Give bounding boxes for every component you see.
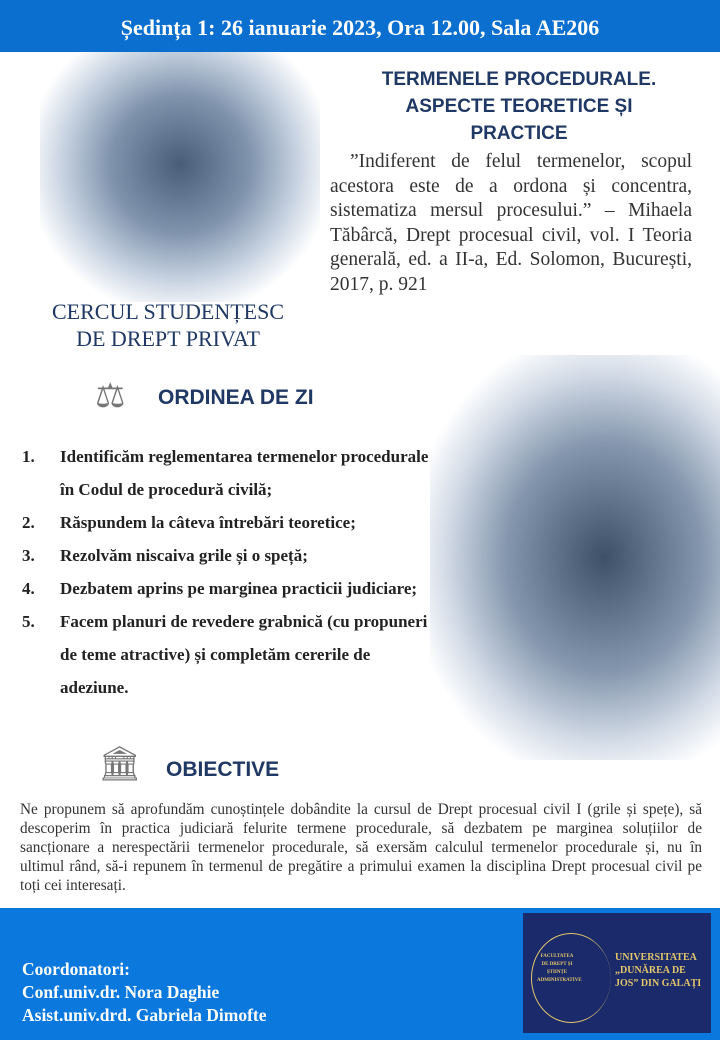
coordinator-1: Conf.univ.dr. Nora Daghie xyxy=(22,982,220,1002)
agenda-heading: ORDINEA DE ZI xyxy=(158,386,314,409)
list-item xyxy=(22,605,442,704)
item-number: 5. xyxy=(22,612,35,631)
justice-statue-image xyxy=(40,52,320,302)
faculty-name: FACULTATEA DE DREPT ȘI ȘTIINȚE ADMINISTRATIVE xyxy=(537,954,582,983)
topic-line-2: ASPECTE TEORETICE ȘI xyxy=(405,96,633,117)
item-text: Facem planuri de revedere grabnică (cu propuneri de teme atractive) și completăm cererile de adeziune. xyxy=(60,612,428,697)
item-text: Dezbatem aprins pe marginea practicii judiciare; xyxy=(60,579,418,598)
club-line-2: DE DREPT PRIVAT xyxy=(76,326,260,351)
university-name: UNIVERSITATEA „DUNĂREA DE JOS” DIN GALAȚI xyxy=(615,952,702,989)
item-number: 3. xyxy=(22,546,35,565)
topic-line-1: TERMENELE PROCEDURALE. xyxy=(381,69,657,90)
item-text: Răspundem la câteva întrebări teoretice; xyxy=(60,513,356,532)
club-line-1: CERCUL STUDENȚESC xyxy=(51,299,285,324)
coordinators xyxy=(22,958,267,1027)
topic-line-3: PRACTICE xyxy=(470,123,568,144)
item-number: 2. xyxy=(22,513,35,532)
item-number: 4. xyxy=(22,579,35,598)
list-item xyxy=(22,539,442,572)
item-number: 1. xyxy=(22,447,35,466)
session-header: Ședința 1: 26 ianuarie 2023, Ora 12.00, Sala AE206 xyxy=(0,0,720,52)
list-item xyxy=(22,572,442,605)
objectives-text: Ne propunem să aprofundăm cunoștințele dobândite la cursul de Drept procesual civil I (grile și spețe), să descoperim în practica judiciară felurite termene procedurale, să dezbatem pe marginea soluțiilor de sancționare a nerespectării termenelor procedurale, să exersăm calculul termenelor procedurale și, nu în ultimul rând, să-i repunem în termenul de pregătire a primului examen la disciplina Drept procesual civil pe toți cei interesați. xyxy=(20,801,702,894)
club-name xyxy=(20,298,316,352)
university-logo xyxy=(523,913,711,1033)
gavel-icon: ⚖ xyxy=(95,378,126,415)
item-text: Identificăm reglementarea termenelor procedurale în Codul de procedură civilă; xyxy=(60,447,429,499)
list-item xyxy=(22,506,442,539)
item-text: Rezolvăm niscaiva grile și o speță; xyxy=(60,546,308,565)
coordinator-2: Asist.univ.drd. Gabriela Dimofte xyxy=(22,1005,267,1025)
list-item xyxy=(22,440,442,506)
books-image xyxy=(430,355,720,760)
agenda-list xyxy=(22,440,442,704)
quote: ”Indiferent de felul termenelor, scopul acestora este de a ordona și concentra, sistematiza mersul procesului.” – Mihaela Tăbârcă, Drept procesual civil, vol. I Teoria generală, ed. a II-a, Ed. Solomon, București, 2017, p. 921 xyxy=(330,151,692,295)
topic-title xyxy=(336,66,702,147)
objectives-heading: OBIECTIVE xyxy=(166,758,280,781)
building-columns-icon: 🏛 xyxy=(98,746,142,783)
coordinators-label: Coordonatori: xyxy=(22,959,130,979)
